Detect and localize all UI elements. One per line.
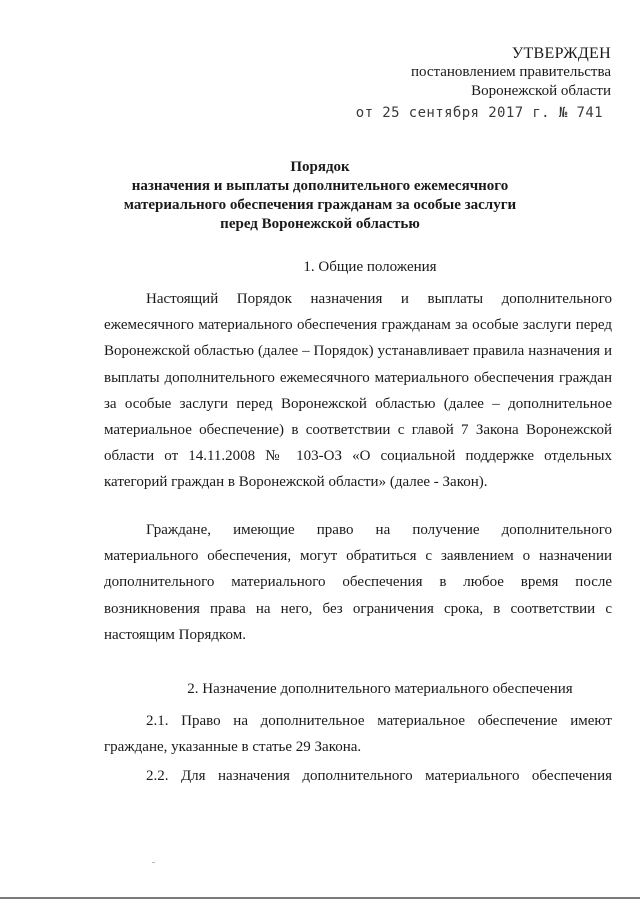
scan-mark <box>152 862 155 863</box>
document-title <box>100 158 540 234</box>
document-title-line-1: Порядок <box>290 159 350 175</box>
document-title-line-2: назначения и выплаты дополнительного ежемесячного <box>131 178 509 194</box>
section-heading-assignment: 2. Назначение дополнительного материального обеспечения <box>187 681 573 697</box>
approval-line-2: Воронежской области <box>471 83 611 99</box>
paragraph: Настоящий Порядок назначения и выплаты дополнительного ежемесячного материального обеспечения гражданам за особые заслуги перед Воронежской областью (далее – Порядок) устанавливает правила назначения и выплаты дополнительного ежемесячного материального обеспечения граждан за особые заслуги перед Воронежской областью (далее – дополнительное материальное обеспечение) в соответствии с главой 7 Закона Воронежской области от 14.11.2008 № 103-ОЗ «О социальной поддержке отдельных категорий граждан в Воронежской области» (далее - Закон). <box>104 291 612 491</box>
approval-line-1: постановлением правительства <box>410 64 611 80</box>
approval-date-number: от 25 сентября 2017 г. № 741 <box>355 105 603 121</box>
document-title-line-4: перед Воронежской областью <box>220 216 420 232</box>
section-heading-general: 1. Общие положения <box>303 259 437 275</box>
paragraph: 2.1. Право на дополнительное материальное обеспечение имеют граждане, указанные в статье 29 Закона. <box>104 713 612 756</box>
document-title-line-3: материального обеспечения гражданам за особые заслуги <box>123 197 517 213</box>
paragraph: 2.2. Для назначения дополнительного материального обеспечения <box>146 768 612 784</box>
approval-title: УТВЕРЖДЕН <box>511 45 611 62</box>
page-edge-line <box>0 897 640 899</box>
approval-block <box>356 44 611 123</box>
paragraph: Граждане, имеющие право на получение дополнительного материального обеспечения, могут обратиться с заявлением о назначении дополнительного материального обеспечения в любое время после возникновения права на него, без ограничения срока, в соответствии с настоящим Порядком. <box>104 522 612 643</box>
